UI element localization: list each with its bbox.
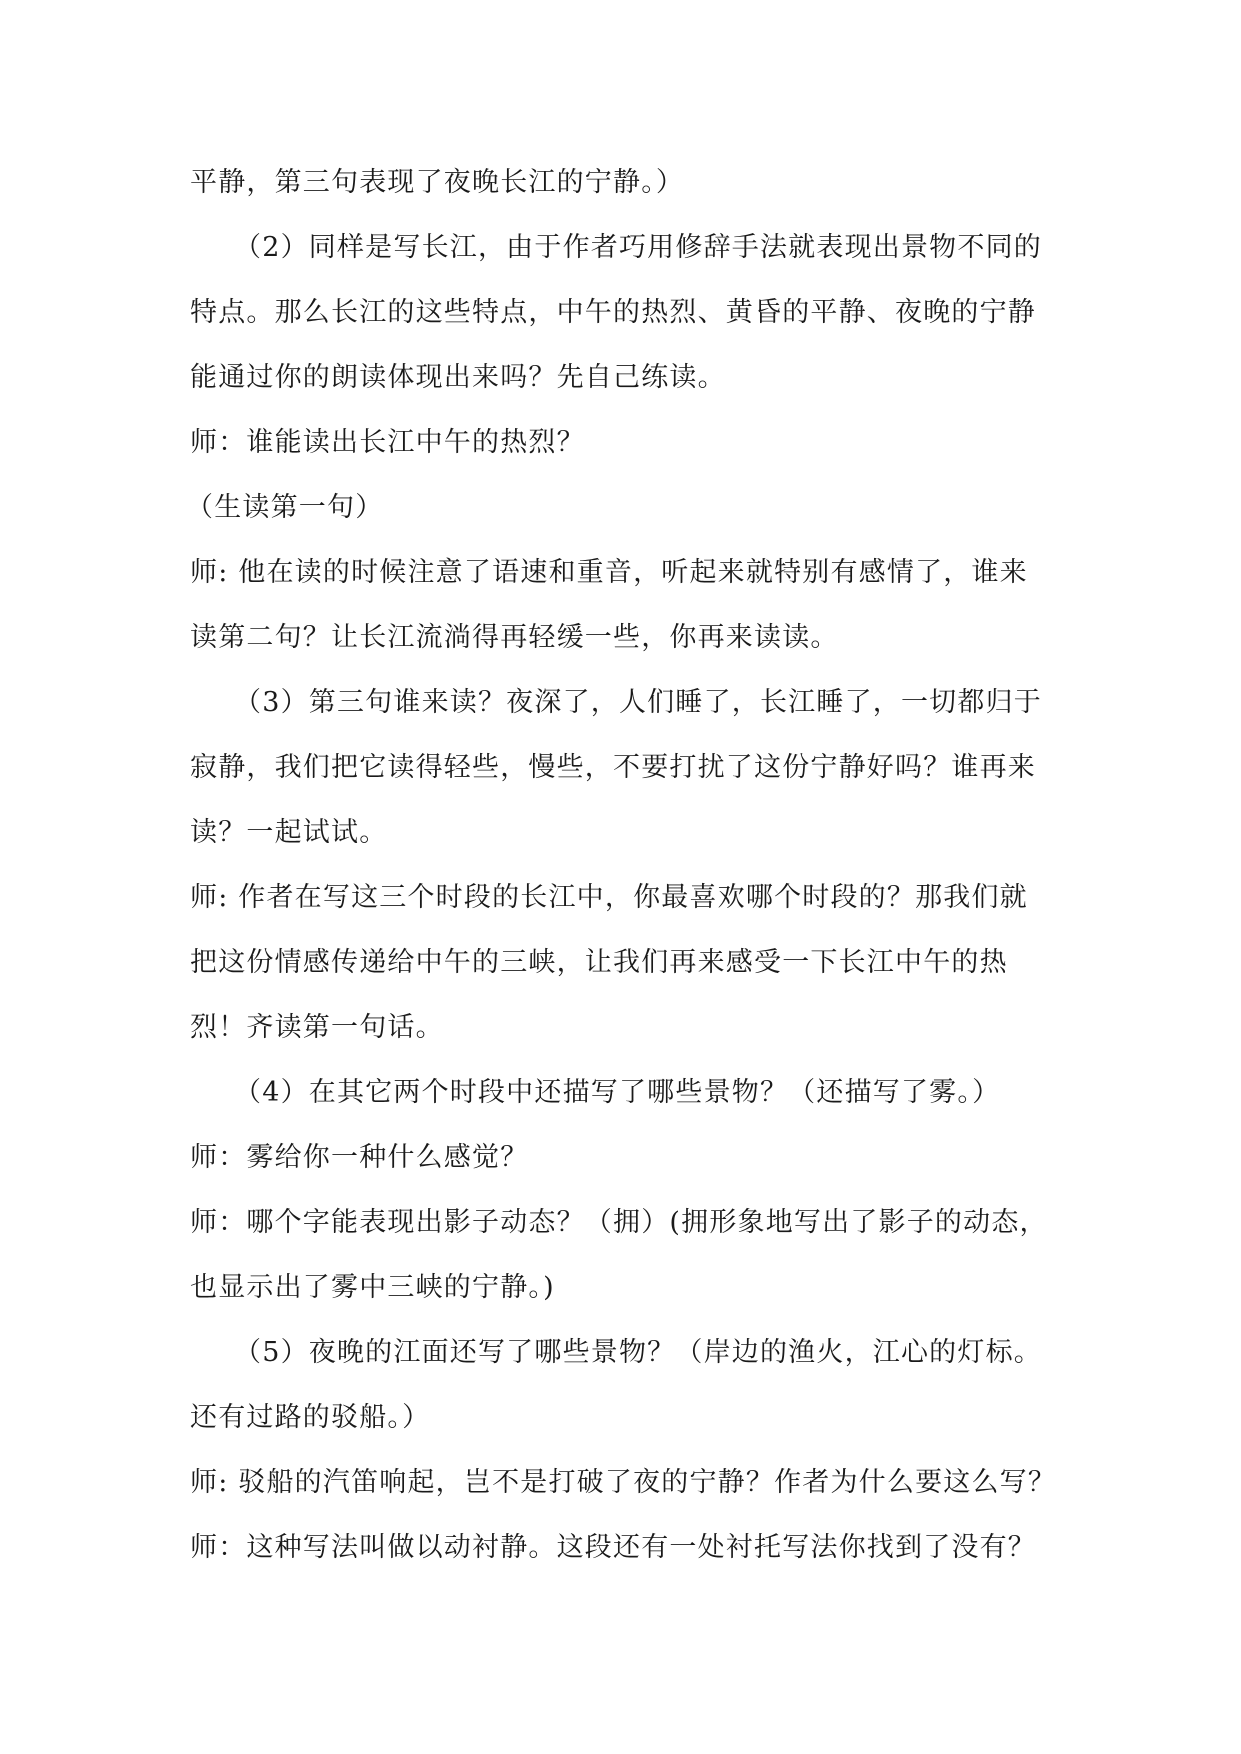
text-line-22: 师：这种写法叫做以动衬静。这段还有一处衬托写法你找到了没有？ [190,1532,1036,1563]
text-line-2: （2）同样是写长江，由于作者巧用修辞手法就表现出景物不同的 [234,232,1042,263]
text-line-15: （4）在其它两个时段中还描写了哪些景物？（还描写了雾。） [234,1077,1001,1108]
text-line-17: 师：哪个字能表现出影子动态？（拥）(拥形象地写出了影子的动态， [190,1207,1048,1238]
text-line-10: 寂静，我们把它读得轻些，慢些，不要打扰了这份宁静好吗？谁再来 [190,752,1036,783]
text-line-4: 能通过你的朗读体现出来吗？先自己练读。 [190,362,726,393]
text-line-21: 师: 驳船的汽笛响起，岂不是打破了夜的宁静？作者为什么要这么写？ [190,1467,1057,1498]
text-line-16: 师：雾给你一种什么感觉？ [190,1142,529,1173]
text-line-6: （生读第一句） [186,492,384,523]
text-line-18: 也显示出了雾中三峡的宁静。) [190,1272,555,1303]
text-line-13: 把这份情感传递给中午的三峡，让我们再来感受一下长江中午的热 [190,947,1008,978]
text-line-12: 师: 作者在写这三个时段的长江中，你最喜欢哪个时段的？那我们就 [190,882,1028,913]
text-line-20: 还有过路的驳船。） [190,1402,431,1433]
text-line-8: 读第二句？让长江流淌得再轻缓一些，你再来读读。 [190,622,839,653]
text-line-1: 平静，第三句表现了夜晚长江的宁静。） [190,167,685,198]
text-line-5: 师：谁能读出长江中午的热烈？ [190,427,585,458]
text-line-19: （5）夜晚的江面还写了哪些景物？（岸边的渔火，江心的灯标。 [234,1337,1042,1368]
text-line-9: （3）第三句谁来读？夜深了，人们睡了，长江睡了，一切都归于 [234,687,1042,718]
text-line-3: 特点。那么长江的这些特点，中午的热烈、黄昏的平静、夜晚的宁静 [190,297,1036,328]
text-line-7: 师: 他在读的时候注意了语速和重音，听起来就特别有感情了，谁来 [190,557,1028,588]
text-line-11: 读？一起试试。 [190,817,388,848]
text-line-14: 烈！齐读第一句话。 [190,1012,444,1043]
